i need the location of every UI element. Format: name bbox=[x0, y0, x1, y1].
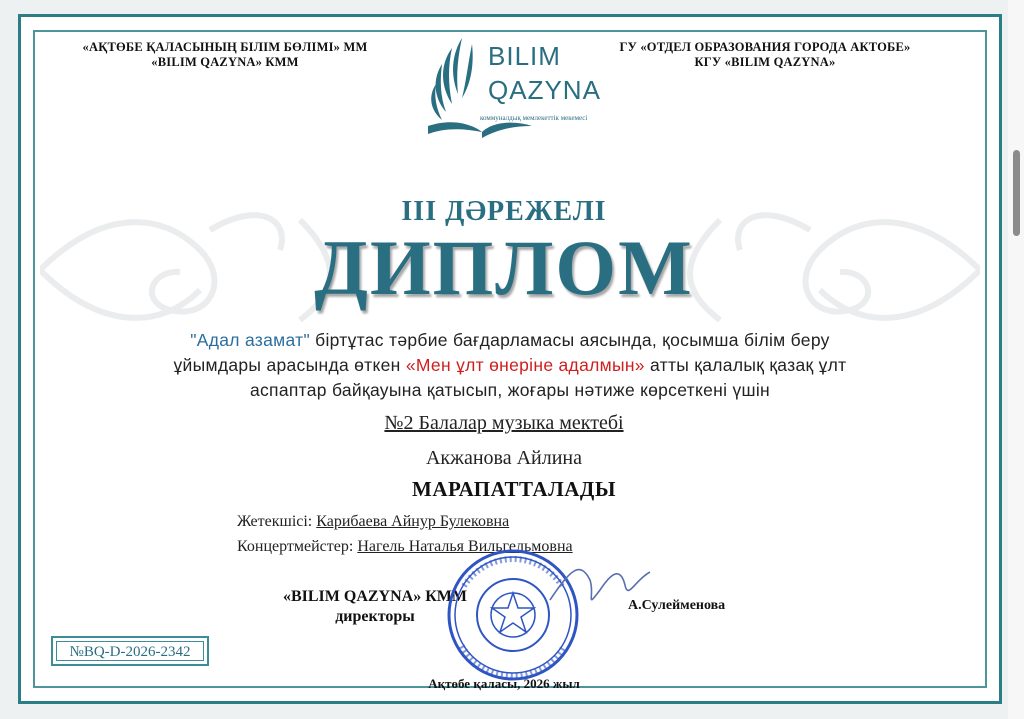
logo-subtitle: коммуналдық мемлекеттік мекемесі bbox=[480, 114, 588, 122]
registration-number-box bbox=[51, 636, 209, 666]
city-year: Ақтөбе қаласы, 2026 жыл bbox=[428, 676, 580, 691]
body-text-part1: біртұтас тәрбие бағдарламасы аясында, қосымша білім беру ұйымдары арасында өткен bbox=[173, 330, 830, 375]
award-word: МАРАПАТТАЛАДЫ bbox=[412, 477, 616, 501]
school-name-line bbox=[0, 412, 1008, 435]
contest-name: «Мен ұлт өнеріне адалмын» bbox=[405, 355, 645, 375]
header-left bbox=[60, 40, 390, 70]
program-name: "Адал азамат" bbox=[190, 330, 310, 350]
logo-word2: QAZYNA bbox=[488, 75, 601, 105]
supervisor-label: Жетекшісі: bbox=[237, 513, 317, 530]
accompanist-name: Нагель Наталья Вильгельмовна bbox=[357, 538, 573, 555]
scrollbar-thumb[interactable] bbox=[1013, 150, 1020, 236]
diploma-title: ДИПЛОМ bbox=[314, 224, 694, 311]
diploma-body-text bbox=[160, 328, 860, 403]
header-left-line2: «BILIM QAZYNA» КММ bbox=[151, 55, 299, 69]
registration-number: №BQ-D-2026-2342 bbox=[56, 641, 204, 661]
accompanist-label: Концертмейстер: bbox=[237, 538, 358, 555]
supervisor-line bbox=[237, 513, 509, 531]
recipient-name: Акжанова Айлина bbox=[425, 447, 583, 469]
supervisor-name: Карибаева Айнур Булековна bbox=[316, 513, 510, 530]
body-text-part2: атты қалалық қазақ ұлт аспаптар байқауына қатысып, жоғары нәтиже көрсеткені үшін bbox=[249, 355, 847, 400]
school-name: №2 Балалар музыка мектебі bbox=[384, 412, 624, 434]
header-right-line2: КГУ «BILIM QAZYNA» bbox=[694, 55, 836, 69]
organization-name: «BILIM QAZYNA» КММ bbox=[282, 588, 468, 605]
vertical-scrollbar[interactable] bbox=[1008, 0, 1024, 719]
diploma-degree: ІІІ ДӘРЕЖЕЛІ bbox=[401, 196, 607, 227]
organization-position: директоры bbox=[335, 608, 415, 625]
header-right bbox=[580, 40, 950, 70]
signer-name: А.Сулейменова bbox=[628, 598, 726, 613]
logo-word1: BILIM bbox=[488, 41, 561, 71]
header-right-line1: ГУ «ОТДЕЛ ОБРАЗОВАНИЯ ГОРОДА АКТОБЕ» bbox=[619, 40, 911, 54]
header-left-line1: «АҚТӨБЕ ҚАЛАСЫНЫҢ БІЛІМ БӨЛІМІ» ММ bbox=[82, 40, 368, 54]
